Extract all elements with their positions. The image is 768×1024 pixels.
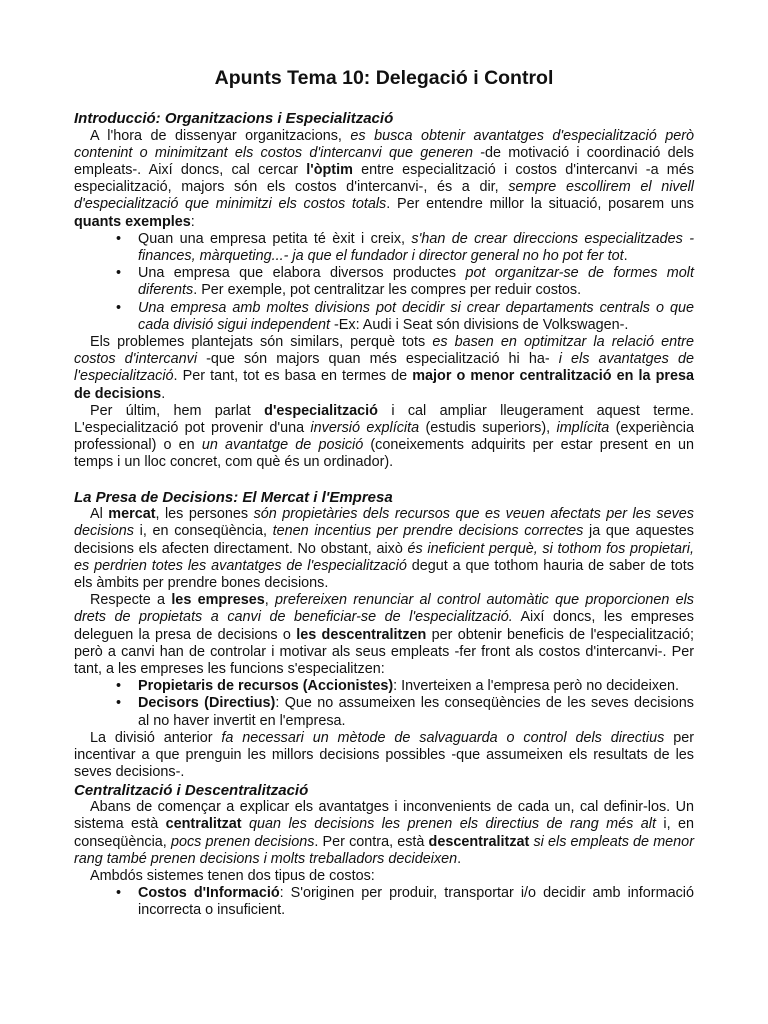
list-item: [74, 695, 694, 729]
text-run: i, en conseqüència,: [74, 816, 695, 850]
text-run: degut a que tothom hauria de saber de tots els àmbits per prendre bones decisions.: [74, 557, 694, 592]
bullet-icon: •: [116, 230, 122, 247]
text-run: , les persones: [155, 506, 254, 523]
text-run: Per últim, hem parlat: [90, 402, 265, 419]
italic-text: és ineficient perquè, si tothom fos propietari, es perdrien totes les avantatges de l'especialització: [74, 540, 695, 574]
text-run: :: [190, 213, 195, 230]
list-item: [74, 885, 694, 919]
bold-text: l'òptim: [306, 162, 353, 178]
text-run: Respecte a: [90, 592, 172, 609]
paragraph: [74, 592, 694, 678]
bullet-icon: •: [116, 695, 122, 712]
bullet-icon: •: [116, 885, 122, 902]
text-run: -Ex: Audi i Seat són divisions de Volkswagen-.: [330, 316, 629, 333]
text-run: . Per contra, està: [314, 833, 429, 850]
document-page: [74, 66, 694, 920]
bullet-list: [74, 231, 694, 334]
text-run: : S'originen per produir, transportar i/o decidir amb informació incorrecta o insuficient.: [138, 885, 694, 919]
document-body: [74, 110, 694, 920]
text-run: Una empresa que elabora diversos productes: [138, 265, 466, 282]
bold-text: d'especialització: [264, 402, 378, 419]
list-item: [74, 300, 694, 334]
text-run: . Per entendre millor la situació, posarem uns: [386, 196, 695, 213]
paragraph: [74, 403, 694, 472]
bullet-icon: •: [116, 299, 122, 316]
italic-text: es busca obtenir avantatges d'especialització però contenint o minimitzant els costos d'intercanvi que generen: [74, 127, 695, 161]
bold-text: descentralitzat: [428, 833, 530, 850]
text-run: .: [623, 248, 628, 265]
text-run: Ambdós sistemes tenen dos tipus de costos:: [90, 867, 375, 884]
italic-text: pocs prenen decisions: [170, 833, 315, 850]
text-run: La divisió anterior: [90, 729, 222, 746]
bold-text: major o menor centralització en la presa de decisions: [74, 368, 694, 402]
italic-text: prefereixen renunciar al control automàtic que proporcionen els drets de propietats a canvi de beneficiar-se de l'especialització.: [74, 592, 695, 626]
text-run: (coneixements adquirits per estar present en un temps i un lloc concret, com què és un ordinador).: [74, 437, 694, 471]
list-item: [74, 265, 694, 299]
text-run: per obtenir beneficis de l'especialització; però a canvi han de controlar i motivar als seus empleats -fer front als costos d'intercanvi-. Per tant, a les empreses les funcions s'especialitzen:: [74, 626, 694, 678]
text-run: (estudis superiors),: [419, 420, 557, 437]
text-run: per incentivar a que prenguin les millors decisions possibles -que assumeixen els resultats de les seves decisions-.: [74, 729, 694, 781]
bold-text: les empreses: [171, 592, 265, 609]
text-run: Abans de començar a explicar els avantatges i inconvenients de cada un, cal definir-los. Un sistema està: [74, 799, 694, 833]
text-run: : Que no assumeixen les conseqüències de les seves decisions al no haver invertit en l'empresa.: [138, 695, 694, 729]
italic-text: pot organitzar-se de formes molt diferents: [138, 265, 694, 299]
italic-text: es basen en optimitzar la relació entre costos d'intercanvi: [74, 334, 694, 368]
section-heading: Centralització i Descentralització: [74, 781, 309, 799]
list-item: [74, 678, 694, 695]
text-run: i, en conseqüència,: [134, 523, 273, 540]
paragraph: [74, 506, 694, 592]
paragraph: [74, 730, 694, 782]
text-run: (experiència professional) o en: [74, 420, 695, 454]
text-run: .: [457, 850, 462, 867]
text-run: . Per exemple, pot centralitzar les compres per reduir costos.: [193, 282, 582, 299]
bold-text: les descentralitzen: [296, 626, 427, 643]
text-run: Els problemes plantejats són similars, perquè tots: [90, 334, 433, 351]
italic-text: implícita: [556, 420, 610, 437]
text-run: -que són majors quan més especialització hi ha-: [197, 351, 559, 368]
bullet-icon: •: [116, 678, 122, 695]
text-run: . Per tant, tot es basa en termes de: [173, 368, 413, 385]
list-item: [74, 231, 694, 265]
bold-text: Propietaris de recursos (Accionistes): [138, 678, 394, 695]
italic-text: fa necessari un mètode de salvaguarda o control dels directius: [221, 729, 665, 746]
bullet-list: [74, 678, 694, 730]
text-run: Així doncs, les empreses deleguen la presa de decisions o: [74, 609, 694, 643]
text-run: A l'hora de dissenyar organitzacions,: [90, 127, 351, 144]
paragraph: [74, 799, 694, 868]
italic-text: i els avantatges de l'especialització: [74, 351, 694, 385]
paragraph: [74, 128, 694, 231]
italic-text: quan les decisions les prenen els directius de rang més alt: [249, 816, 656, 833]
section-heading: La Presa de Decisions: El Mercat i l'Empresa: [74, 488, 393, 506]
bullet-icon: •: [116, 265, 122, 282]
italic-text: Una empresa amb moltes divisions pot decidir si crear departaments centrals o que cada divisió sigui independent: [138, 299, 694, 333]
bold-text: mercat: [108, 506, 156, 523]
text-run: ,: [264, 592, 276, 609]
bold-text: quants exemples: [74, 213, 191, 230]
text-run: [242, 816, 249, 832]
italic-text: sempre escollirem el nivell d'especialització que minimitzi els costos totals: [74, 179, 695, 213]
italic-text: tenen incentius per prendre decisions correctes: [272, 523, 584, 540]
italic-text: són propietàries dels recursos que es veuen afectats per les seves decisions: [74, 506, 695, 540]
bullet-list: [74, 885, 694, 919]
bold-text: Decisors (Directius): [138, 695, 276, 712]
italic-text: un avantatge de posició: [201, 437, 364, 454]
text-run: ja que aquestes decisions els afecten directament. No obstant, això: [74, 523, 694, 557]
bold-text: Costos d'Informació: [138, 885, 280, 902]
bold-text: centralitzat: [165, 816, 242, 833]
text-run: Al: [90, 506, 109, 523]
section-heading: Introducció: Organitzacions i Especialització: [74, 110, 394, 127]
italic-text: s'han de crear direccions especialitzades -finances, màrqueting...- ja que el fundador i director general no ho pot fer tot: [138, 230, 694, 265]
italic-text: inversió explícita: [310, 420, 420, 437]
text-run: entre especialització i costos d'intercanvi -a més especialització, majors són els costos d'intercanvi-, és a dir,: [74, 162, 694, 196]
text-run: : Inverteixen a l'empresa però no decideixen.: [393, 678, 680, 695]
text-run: i cal ampliar lleugerament aquest terme. L'especialització pot provenir d'una: [74, 402, 695, 437]
paragraph: [74, 868, 694, 885]
paragraph: [74, 334, 694, 403]
italic-text: si els empleats de menor rang també prenen decisions i molts treballadors decideixen: [74, 833, 694, 867]
text-run: Quan una empresa petita té èxit i creix,: [138, 230, 412, 247]
text-run: .: [161, 385, 166, 402]
text-run: -de motivació i coordinació dels empleats-. Així doncs, cal cercar: [74, 144, 694, 178]
document-title: Apunts Tema 10: Delegació i Control: [214, 67, 554, 89]
